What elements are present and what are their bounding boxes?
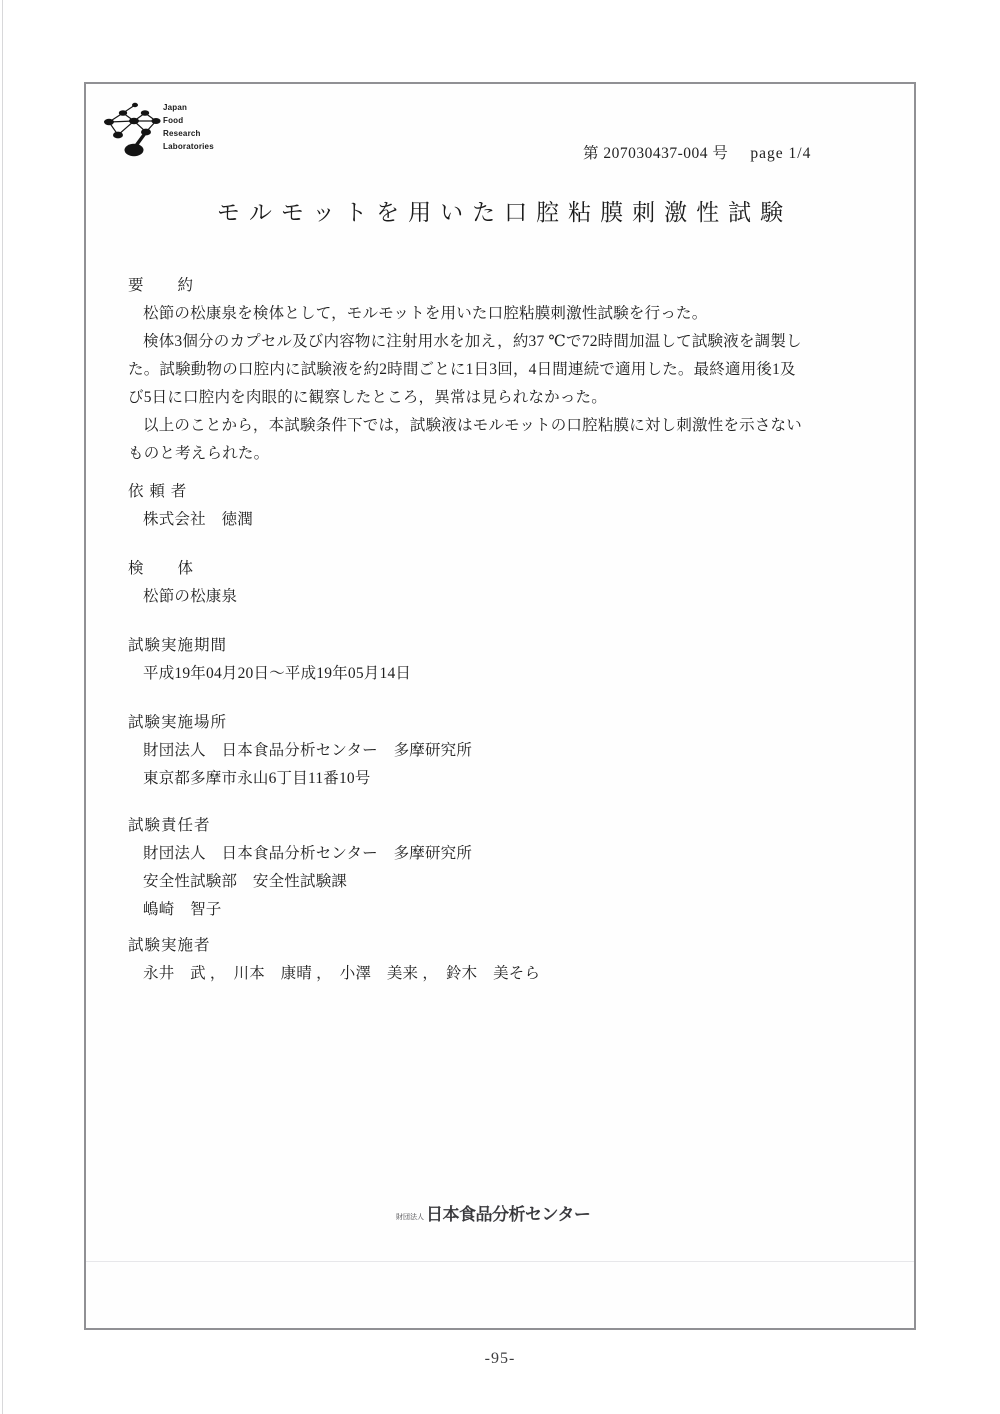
test-site-heading: 試験実施場所 — [128, 714, 228, 731]
summary-paragraph-line: 以上のことから，本試験条件下では，試験液はモルモットの口腔粘膜に対し刺激性を示さない — [143, 417, 802, 434]
summary-paragraph-line: ものと考えられた。 — [128, 445, 270, 462]
jfrl-molecule-icon — [95, 97, 161, 161]
jfrl-logo-text — [163, 101, 214, 153]
page-number: -95- — [484, 1350, 516, 1367]
summary-paragraph-line: た。試験動物の口腔内に試験液を約2時間ごとに1日3回，4日間連続で適用した。最終適用後1及 — [128, 361, 796, 378]
logo-text-line: Food — [163, 116, 184, 125]
test-director-organization: 財団法人 日本食品分析センター 多摩研究所 — [143, 845, 473, 862]
test-director-heading: 試験責任者 — [128, 817, 211, 834]
test-director-department: 安全性試験部 安全性試験課 — [143, 873, 348, 890]
report-body — [128, 272, 842, 988]
scan-edge-artifact — [2, 0, 3, 1414]
page-indicator: page 1/4 — [750, 145, 812, 162]
test-performers-heading: 試験実施者 — [128, 937, 211, 954]
test-performers-names: 永井 武 ， 川本 康晴 ， 小澤 美来 ， 鈴木 美そら — [143, 965, 541, 982]
logo-text-line: Research — [163, 129, 201, 138]
report-title: モルモットを用いた口腔粘膜刺激性試験 — [216, 200, 793, 225]
document-header-line — [583, 141, 811, 163]
footer-org-prefix: 財団法人 — [396, 1214, 424, 1221]
logo-text-line: Laboratories — [163, 142, 214, 151]
footer-org-name: 日本食品分析センター — [426, 1205, 591, 1224]
test-period-heading: 試験実施期間 — [128, 637, 228, 654]
test-director-name: 嶋崎 智子 — [143, 901, 222, 918]
test-site-organization: 財団法人 日本食品分析センター 多摩研究所 — [143, 742, 473, 759]
summary-heading: 要 約 — [128, 277, 195, 294]
summary-paragraph-line: 検体3個分のカプセル及び内容物に注射用水を加え，約37 ℃で72時間加温して試験液を調製し — [143, 333, 802, 350]
client-name: 株式会社 徳潤 — [143, 511, 253, 528]
logo-text-line: Japan — [163, 103, 188, 112]
document-number: 第 207030437-004 号 — [583, 145, 729, 162]
jfrl-logo — [95, 97, 235, 163]
test-period-dates: 平成19年04月20日～平成19年05月14日 — [143, 665, 412, 682]
summary-paragraph-line: 松節の松康泉を検体として，モルモットを用いた口腔粘膜刺激性試験を行った。 — [143, 305, 708, 322]
paper-edge-line — [86, 1261, 914, 1262]
client-heading: 依 頼 者 — [128, 483, 188, 500]
summary-paragraph-line: び5日に口腔内を肉眼的に観察したところ，異常は見られなかった。 — [128, 389, 607, 406]
footer-organization-logo — [396, 1203, 590, 1225]
test-site-address: 東京都多摩市永山6丁目11番10号 — [143, 770, 371, 787]
specimen-heading: 検 体 — [128, 560, 195, 577]
specimen-name: 松節の松康泉 — [143, 588, 238, 605]
